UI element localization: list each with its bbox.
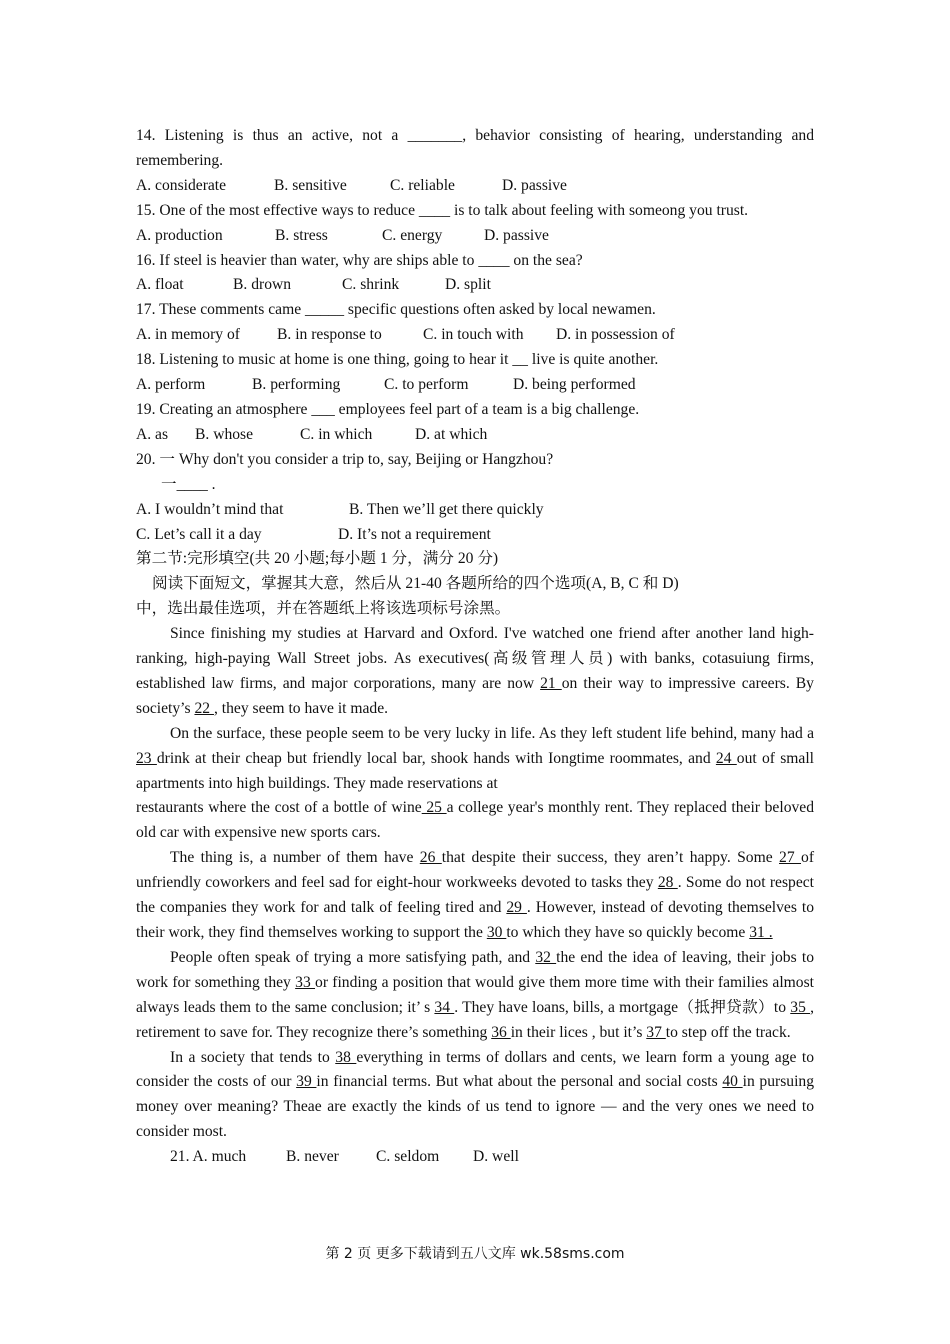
section-2-instruction-cont: 中，选出最佳选项，并在答题纸上将该选项标号涂黑。 <box>136 600 511 618</box>
page-footer: 第 2 页 更多下载请到五八文库 wk.58sms.com <box>325 1246 625 1262</box>
option-a: A. as <box>136 425 169 443</box>
blank-23: 23 <box>136 749 157 767</box>
question-18-stem: 18. Listening to music at home is one thing, going to hear it __ live is quite another. <box>136 351 659 369</box>
blank-22: 22 <box>194 699 214 717</box>
option-d: D. It’s not a requirement <box>338 525 491 543</box>
option-c: C. in touch with <box>423 326 524 344</box>
option-d: D. split <box>445 276 491 294</box>
option-d: D. being performed <box>513 376 636 394</box>
passage-paragraph-4: People often speak of trying a more satisfying path, and 32 the end the idea of leaving, their jobs to work for something they 33 or finding a position that would give them more time with their families almost always leads them to the same conclusion; it’ s 34 . They have loans, bills, a mortgage（抵押贷款）to 35 , retirement to save for. They recognize there’s something 36 in their lices , but it’s 37 to step off the track. <box>136 948 814 1041</box>
question-17-stem: 17. These comments came _____ specific questions often asked by local newamen. <box>136 301 656 319</box>
question-20-stem: 20. 一 Why don't you consider a trip to, say, Beijing or Hangzhou? <box>136 450 554 468</box>
blank-35: 35 <box>790 998 811 1016</box>
option-a: A. perform <box>136 376 206 394</box>
blank-37: 37 <box>646 1023 666 1041</box>
option-c: C. reliable <box>390 176 455 194</box>
passage-paragraph-2: On the surface, these people seem to be very lucky in life. As they left student life behind, many had a 23 drink at their cheap but friendly local bar, shook hands with Iongtime roommates, and 24 out of small apartments into high buildings. They made reservations at <box>136 724 815 792</box>
option-a: 21. A. much <box>170 1148 247 1166</box>
option-c: C. Let’s call it a day <box>136 525 262 543</box>
option-c: C. in which <box>300 425 373 443</box>
option-a: A. considerate <box>136 176 227 194</box>
blank-30: 30 <box>486 924 507 941</box>
question-20-reply: 一____ . <box>161 475 216 493</box>
document-page <box>136 124 814 1170</box>
option-a: A. production <box>136 226 223 244</box>
blank-39: 39 <box>296 1073 317 1091</box>
blank-28: 28 <box>657 874 678 892</box>
blank-32: 32 <box>535 948 557 966</box>
option-a: A. I wouldn’t mind that <box>136 500 284 518</box>
option-b: B. drown <box>233 276 292 294</box>
option-b: B. stress <box>275 226 328 244</box>
blank-31: 31 . <box>749 924 773 941</box>
option-c: C. energy <box>382 226 443 244</box>
option-c: C. seldom <box>376 1148 440 1166</box>
section-2-heading: 第二节:完形填空(共 20 小题;每小题 1 分，满分 20 分) <box>136 550 499 568</box>
blank-27: 27 <box>779 849 802 867</box>
question-15-stem: 15. One of the most effective ways to reduce ____ is to talk about feeling with someong you trust. <box>136 201 749 219</box>
option-b: B. in response to <box>277 326 382 344</box>
question-16-stem: 16. If steel is heavier than water, why are ships able to ____ on the sea? <box>136 251 583 269</box>
option-d: D. well <box>473 1148 519 1166</box>
option-b: B. Then we’ll get there quickly <box>349 500 544 518</box>
passage-paragraph-1: Since finishing my studies at Harvard and Oxford. I've watched one friend after another land high-ranking, high-paying Wall Street jobs. As executives(高级管理人员) with banks, cotasuiung firms, established law firms, and major corporations, many are now 21 on their way to impressive careers. By society’s 22 , they seem to have it made. <box>136 625 814 717</box>
blank-34: 34 <box>434 998 455 1016</box>
question-20-options-row2 <box>136 523 814 548</box>
option-b: B. sensitive <box>274 176 347 194</box>
passage-paragraph-2-cont: restaurants where the cost of a bottle of wine 25 a college year's monthly rent. They replaced their beloved old car with expensive new sports cars. <box>136 799 815 842</box>
question-14-options <box>136 174 814 199</box>
blank-40: 40 <box>722 1073 743 1091</box>
option-b: B. never <box>286 1148 339 1166</box>
option-c: C. shrink <box>342 276 400 294</box>
blank-25: 25 <box>421 799 447 817</box>
question-21-options <box>136 1145 814 1170</box>
option-b: B. whose <box>195 425 254 443</box>
option-d: D. passive <box>484 226 549 244</box>
section-2-instruction: 阅读下面短文，掌握其大意，然后从 21-40 各题所给的四个选项(A, B, C 和 D) <box>152 575 679 593</box>
option-d: D. in possession of <box>556 326 675 344</box>
blank-36: 36 <box>491 1023 511 1041</box>
question-19-options <box>136 423 814 448</box>
blank-26: 26 <box>419 849 442 867</box>
question-19-stem: 19. Creating an atmosphere ___ employees feel part of a team is a big challenge. <box>136 400 640 418</box>
option-b: B. performing <box>252 376 341 394</box>
question-18-options <box>136 373 814 398</box>
question-16-options <box>136 273 814 298</box>
option-d: D. at which <box>415 425 488 443</box>
question-17-options <box>136 323 814 348</box>
option-a: A. in memory of <box>136 326 240 344</box>
blank-24: 24 <box>715 749 737 767</box>
question-15-options <box>136 224 814 249</box>
passage-paragraph-5: In a society that tends to 38 everything in terms of dollars and cents, we learn form a young age to consider the costs of our 39 in financial terms. But what about the personal and social costs 40 in pursuing money over meaning? Theae are exactly the kinds of us tend to ignore — and the very ones we need to consider most. <box>136 1048 815 1141</box>
question-14-stem: 14. Listening is thus an active, not a _______, behavior consisting of hearing, understanding and remembering. <box>136 127 814 169</box>
blank-29: 29 <box>506 899 527 917</box>
option-c: C. to perform <box>384 376 469 394</box>
passage-paragraph-3: The thing is, a number of them have 26 that despite their success, they aren’t happy. Some 27 of unfriendly coworkers and feel sad for eight-hour workweeks devoted to tasks they 28 . Some do not respect the companies they work for and talk of feeling tired and 29 . However, instead of devoting themselves to their work, they find themselves working to support the 30 to which they have so quickly become 31 . <box>136 849 815 941</box>
blank-38: 38 <box>335 1048 357 1066</box>
question-20-options-row1 <box>136 498 814 523</box>
option-a: A. float <box>136 276 184 294</box>
option-d: D. passive <box>502 176 567 194</box>
blank-33: 33 <box>295 973 316 991</box>
blank-21: 21 <box>540 674 562 692</box>
